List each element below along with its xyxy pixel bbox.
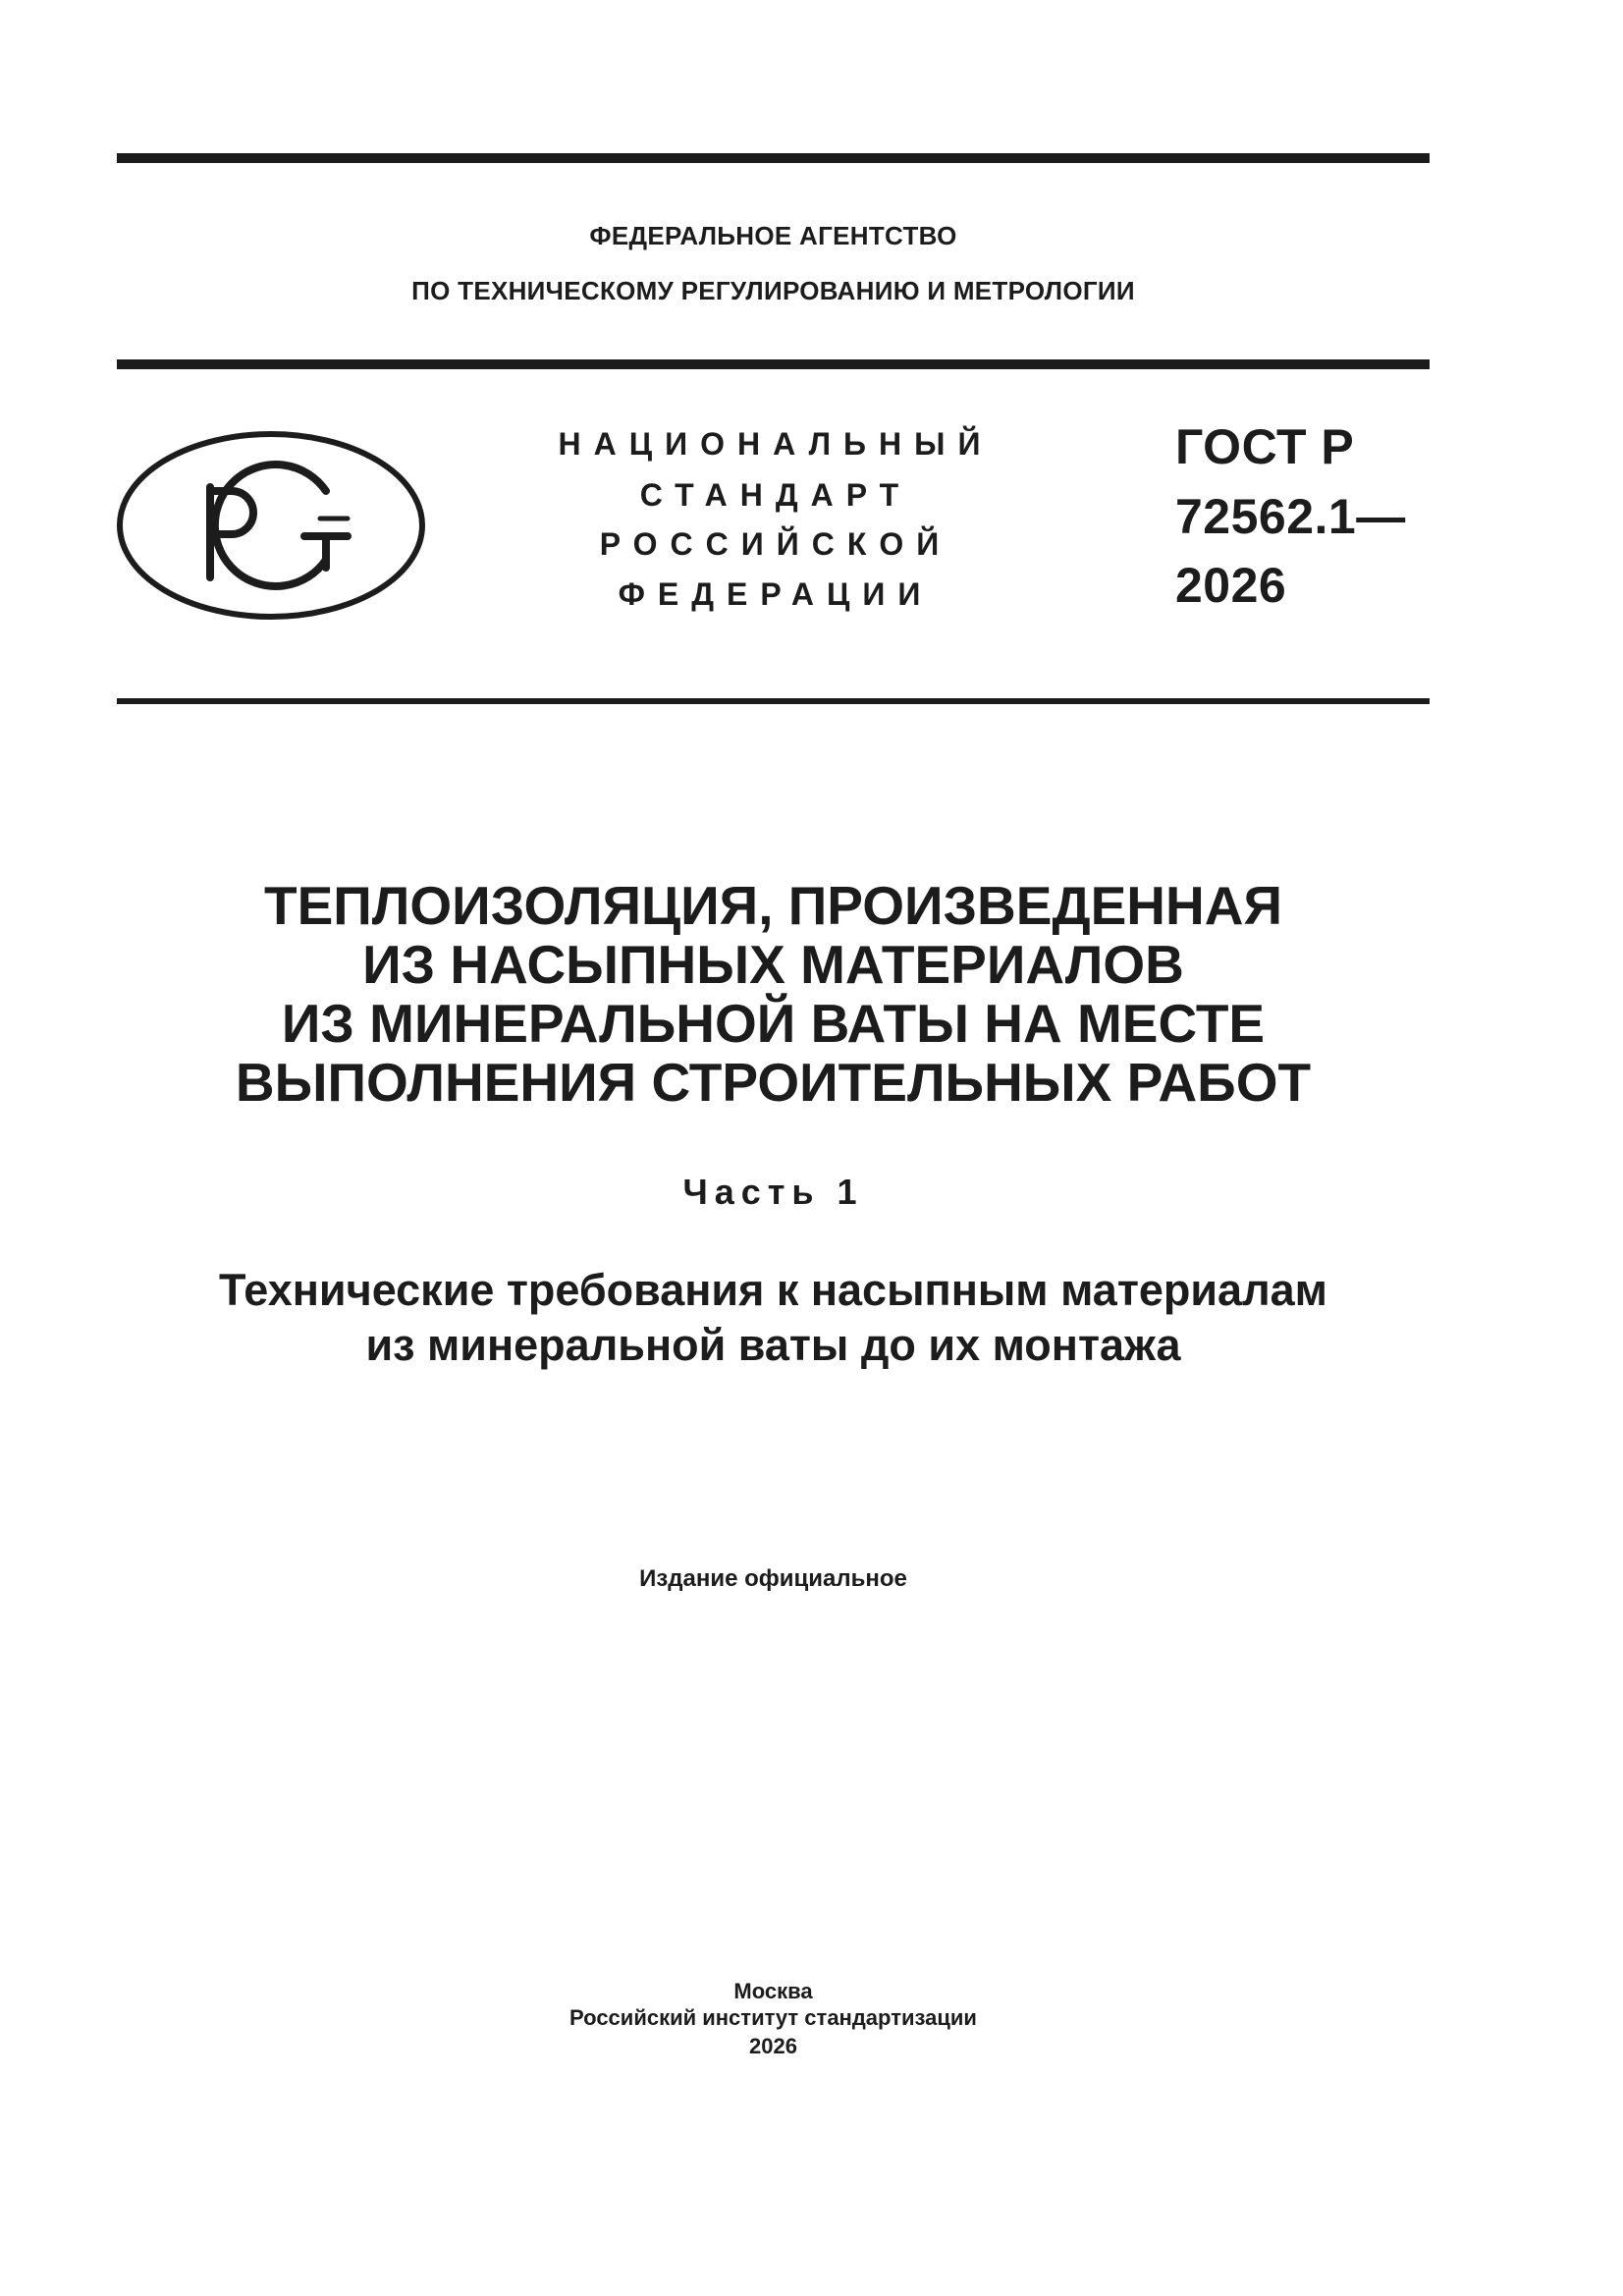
document-subtitle-line: Технические требования к насыпным материалам — [219, 1265, 1327, 1315]
rst-certification-mark-icon — [116, 430, 426, 621]
imprint-year: 2026 — [749, 2034, 797, 2058]
part-label: Часть 1 — [682, 1172, 864, 1212]
imprint-publisher: Российский институт стандартизации — [569, 2005, 977, 2030]
standard-designation-prefix: ГОСТ Р — [1175, 419, 1355, 474]
national-standard-line-3: РОССИЙСКОЙ — [599, 526, 952, 562]
document-title-line: ТЕПЛОИЗОЛЯЦИЯ, ПРОИЗВЕДЕННАЯ — [264, 875, 1282, 936]
agency-name-line-2: ПО ТЕХНИЧЕСКОМУ РЕГУЛИРОВАНИЮ И МЕТРОЛОГИИ — [411, 276, 1135, 305]
national-standard-line-2: СТАНДАРТ — [639, 477, 912, 513]
document-title-line: ВЫПОЛНЕНИЯ СТРОИТЕЛЬНЫХ РАБОТ — [235, 1052, 1312, 1113]
imprint-city: Москва — [733, 1979, 813, 2003]
national-standard-line-1: НАЦИОНАЛЬНЫЙ — [558, 426, 994, 462]
document-subtitle — [117, 1263, 1430, 1373]
edition-note: Издание официальное — [639, 1565, 907, 1592]
agency-divider-rule — [117, 359, 1430, 369]
standard-designation-number: 72562.1— — [1175, 489, 1406, 544]
document-title-line: ИЗ НАСЫПНЫХ МАТЕРИАЛОВ — [362, 934, 1184, 995]
document-title-line: ИЗ МИНЕРАЛЬНОЙ ВАТЫ НА МЕСТЕ — [281, 993, 1266, 1054]
header-bottom-rule — [117, 698, 1430, 704]
document-subtitle-line: из минеральной ваты до их монтажа — [365, 1320, 1181, 1370]
document-title — [117, 876, 1430, 1112]
national-standard-line-4: ФЕДЕРАЦИИ — [618, 576, 934, 612]
top-rule — [117, 153, 1430, 163]
agency-name-line-1: ФЕДЕРАЛЬНОЕ АГЕНТСТВО — [589, 221, 957, 250]
standard-designation-year: 2026 — [1175, 558, 1287, 613]
